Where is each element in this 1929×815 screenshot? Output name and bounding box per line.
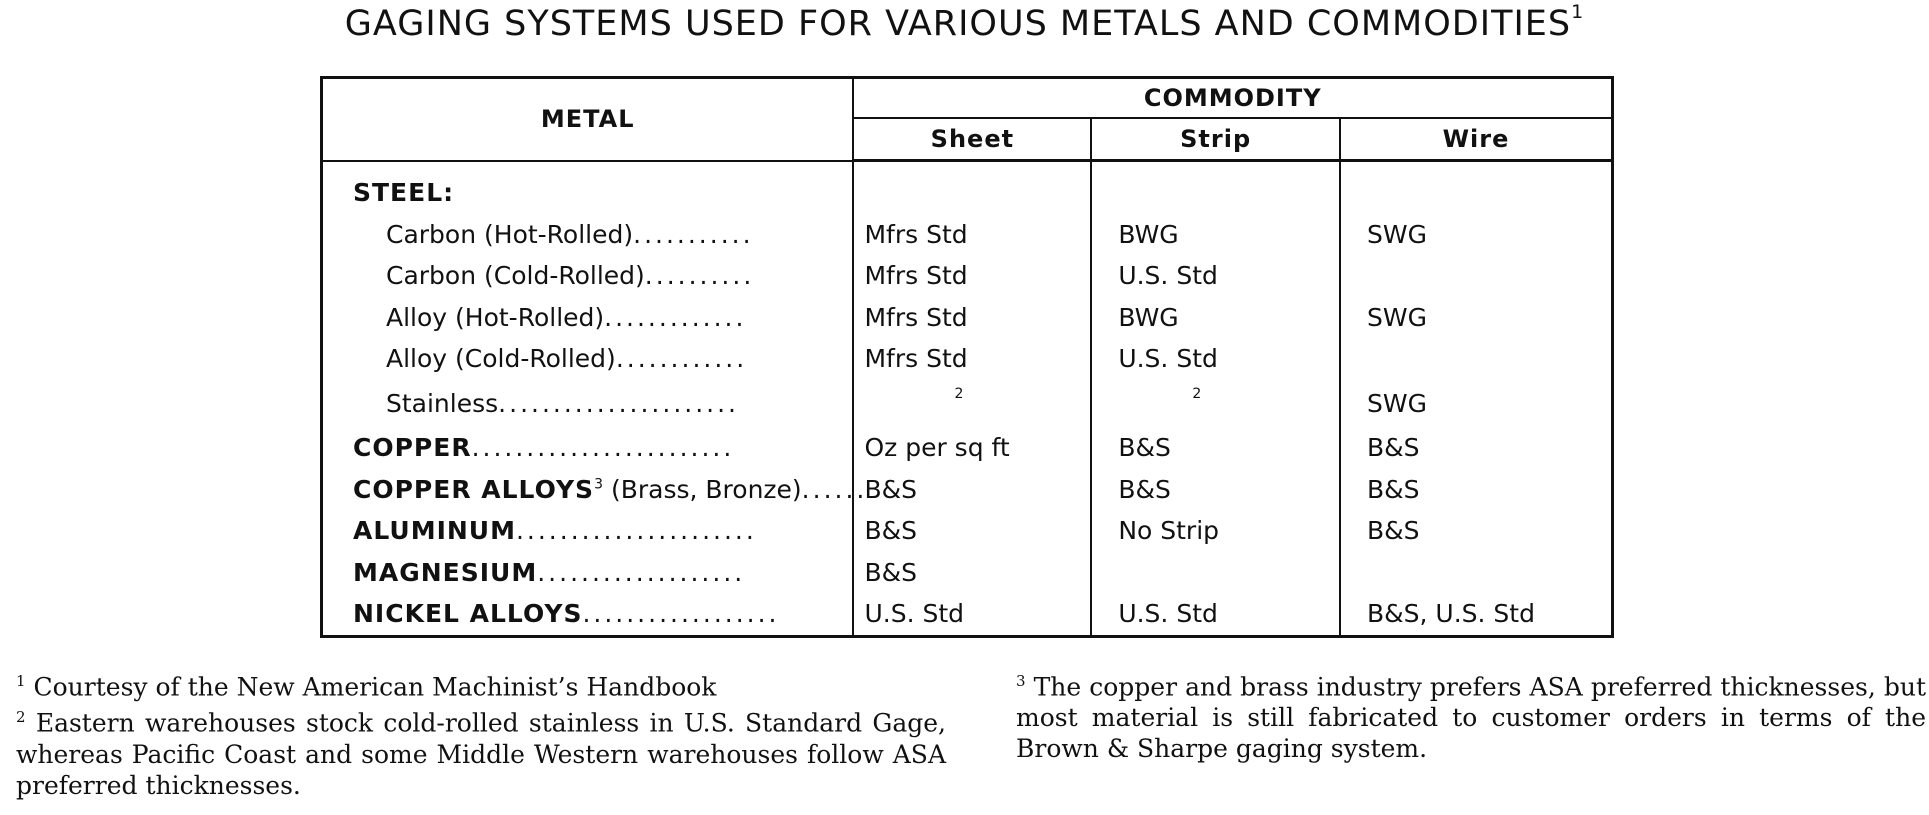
footnote-1-ref: 1 (16, 672, 26, 690)
metal-name: ALUMINUM (353, 516, 516, 546)
footnote-1 (16, 666, 946, 702)
leader-dots: ...................... (498, 388, 740, 418)
metal-name: Alloy (Cold-Rolled) (386, 344, 616, 374)
gaging-systems-table (320, 76, 1614, 638)
wire-column-header: Wire (1340, 118, 1613, 161)
sheet-cell: B&S (853, 469, 1091, 511)
leader-dots: ............ (615, 344, 748, 374)
strip-cell: BWG (1091, 214, 1340, 256)
metal-cell (322, 427, 854, 469)
title-text: GAGING SYSTEMS USED FOR VARIOUS METALS AND COMMODITIES (344, 4, 1572, 44)
metal-column-header: METAL (322, 78, 854, 161)
wire-cell (1340, 552, 1613, 594)
sheet-cell: Mfrs Std (853, 338, 1091, 380)
sheet-cell: U.S. Std (853, 593, 1091, 636)
metal-cell (322, 338, 854, 380)
metal-cell (322, 380, 854, 428)
wire-cell (1340, 161, 1613, 214)
footnote-2-text: Eastern warehouses stock cold-rolled stainless in U.S. Standard Gage, whereas Pacific Coast and some Middle Western warehouses follow ASA preferred thicknesses. (16, 708, 946, 800)
metal-name: NICKEL ALLOYS (353, 599, 583, 629)
footnotes-right (1016, 666, 1926, 764)
footnote-3-text: The copper and brass industry prefers ASA preferred thicknesses, but most material is still fabricated to customer orders in terms of the Brown & Sharpe gaging system. (1016, 672, 1926, 764)
sheet-footnote-ref: 2 (853, 380, 1091, 428)
metal-name: Stainless (386, 388, 499, 418)
table-row (322, 427, 1613, 469)
strip-cell (1091, 161, 1340, 214)
table-row (322, 161, 1613, 214)
metal-cell (322, 510, 854, 552)
metal-cell (322, 161, 854, 214)
leader-dots: ............. (604, 302, 747, 332)
leader-dots: .................. (582, 599, 780, 629)
metal-name: Alloy (Hot-Rolled) (386, 302, 605, 332)
table-row (322, 380, 1613, 428)
strip-cell: No Strip (1091, 510, 1340, 552)
footnote-ref: 3 (594, 476, 603, 493)
table-row (322, 338, 1613, 380)
strip-cell: U.S. Std (1091, 593, 1340, 636)
wire-cell: B&S, U.S. Std (1340, 593, 1613, 636)
wire-cell: SWG (1340, 214, 1613, 256)
sheet-cell: Mfrs Std (853, 297, 1091, 339)
sheet-cell: Mfrs Std (853, 214, 1091, 256)
strip-cell: B&S (1091, 427, 1340, 469)
wire-cell: B&S (1340, 427, 1613, 469)
leader-dots: ........... (633, 219, 754, 249)
leader-dots: ...................... (515, 516, 757, 546)
metal-name: MAGNESIUM (353, 557, 538, 587)
footnote-2-ref: 2 (16, 708, 26, 727)
metal-name: COPPER (353, 433, 472, 463)
metal-name: STEEL: (353, 178, 455, 207)
footnotes-left (16, 666, 946, 801)
metal-cell (322, 214, 854, 256)
page-title (0, 1, 1929, 44)
table-row (322, 469, 1613, 511)
sheet-cell: Mfrs Std (853, 255, 1091, 297)
wire-cell: SWG (1340, 380, 1613, 428)
sheet-cell: Oz per sq ft (853, 427, 1091, 469)
wire-cell: SWG (1340, 297, 1613, 339)
metal-name: COPPER ALLOYS (353, 474, 595, 504)
metal-note: (Brass, Bronze) (603, 474, 802, 504)
strip-column-header: Strip (1091, 118, 1340, 161)
wire-cell: B&S (1340, 510, 1613, 552)
sheet-column-header: Sheet (853, 118, 1091, 161)
table-row (322, 214, 1613, 256)
title-footnote-ref: 1 (1571, 1, 1585, 24)
strip-cell: BWG (1091, 297, 1340, 339)
table-row (322, 297, 1613, 339)
wire-cell (1340, 255, 1613, 297)
metal-cell (322, 593, 854, 636)
table-row (322, 510, 1613, 552)
footnote-1-text: Courtesy of the New American Machinist’s Handbook (33, 672, 717, 702)
leader-dots: ...... (801, 474, 868, 504)
sheet-cell (853, 161, 1091, 214)
footnote-2 (16, 702, 946, 800)
footnote-3 (1016, 666, 1926, 764)
leader-dots: .......... (644, 261, 755, 291)
metal-cell (322, 552, 854, 594)
metal-name: Carbon (Hot-Rolled) (386, 219, 634, 249)
wire-cell: B&S (1340, 469, 1613, 511)
metal-cell (322, 297, 854, 339)
leader-dots: ................... (537, 557, 746, 587)
table-row (322, 593, 1613, 636)
table-row (322, 552, 1613, 594)
wire-cell (1340, 338, 1613, 380)
metal-cell (322, 469, 868, 511)
strip-cell: U.S. Std (1091, 255, 1340, 297)
sheet-cell: B&S (853, 510, 1091, 552)
strip-footnote-ref: 2 (1091, 380, 1340, 428)
strip-cell: B&S (1091, 469, 1340, 511)
strip-cell (1091, 552, 1340, 594)
footnote-3-ref: 3 (1016, 672, 1026, 690)
metal-name: Carbon (Cold-Rolled) (386, 261, 645, 291)
sheet-cell: B&S (853, 552, 1091, 594)
leader-dots: ........................ (471, 433, 735, 463)
strip-cell: U.S. Std (1091, 338, 1340, 380)
table-row (322, 255, 1613, 297)
commodity-column-header: COMMODITY (853, 78, 1612, 119)
metal-cell (322, 255, 854, 297)
